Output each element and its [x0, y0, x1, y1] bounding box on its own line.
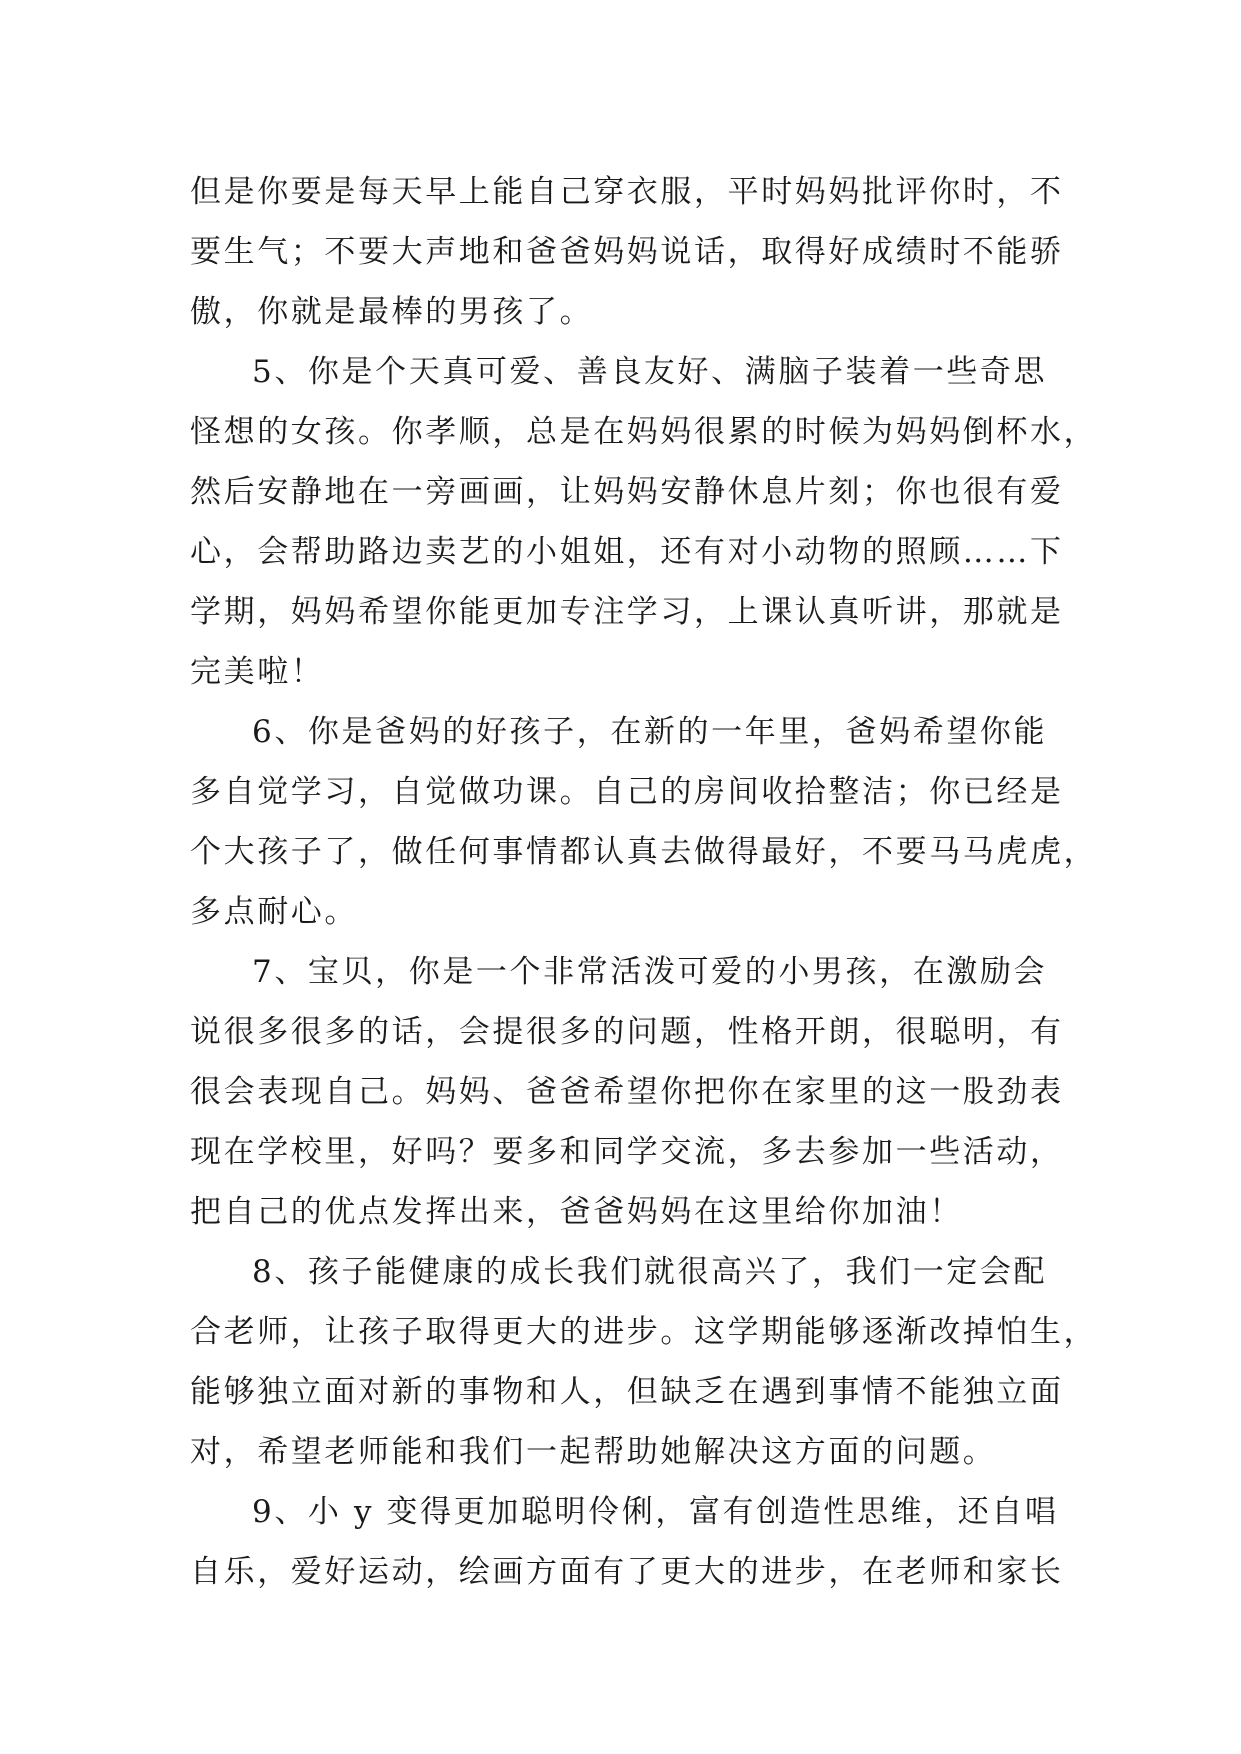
text-line: 对，希望老师能和我们一起帮助她解决这方面的问题。 — [190, 1434, 997, 1470]
text-line: 自乐，爱好运动，绘画方面有了更大的进步，在老师和家长 — [190, 1554, 1064, 1590]
text-line: 要生气；不要大声地和爸爸妈妈说话，取得好成绩时不能骄 — [190, 234, 1064, 270]
text-line: 傲，你就是最棒的男孩了。 — [190, 294, 594, 330]
text-line: 9、小 y 变得更加聪明伶俐，富有创造性思维，还自唱 — [252, 1494, 1059, 1530]
text-line: 心，会帮助路边卖艺的小姐姐，还有对小动物的照顾……下 — [190, 534, 1064, 570]
text-line: 说很多很多的话，会提很多的问题，性格开朗，很聪明，有 — [190, 1014, 1064, 1050]
text-line: 把自己的优点发挥出来，爸爸妈妈在这里给你加油！ — [190, 1194, 963, 1230]
paragraph-5 — [190, 342, 1098, 702]
text-line: 7、宝贝，你是一个非常活泼可爱的小男孩，在激励会 — [252, 954, 1048, 990]
text-line: 多自觉学习，自觉做功课。自己的房间收拾整洁；你已经是 — [190, 774, 1064, 810]
document-body — [190, 162, 1098, 1602]
text-line: 多点耐心。 — [190, 894, 358, 930]
paragraph-6 — [190, 702, 1098, 942]
text-line: 5、你是个天真可爱、善良友好、满脑子装着一些奇思 — [252, 354, 1048, 390]
text-line: 但是你要是每天早上能自己穿衣服，平时妈妈批评你时，不 — [190, 174, 1064, 210]
text-line: 8、孩子能健康的成长我们就很高兴了，我们一定会配 — [252, 1254, 1048, 1290]
paragraph-9 — [190, 1482, 1064, 1602]
text-line: 怪想的女孩。你孝顺，总是在妈妈很累的时候为妈妈倒杯水， — [190, 414, 1098, 450]
text-line: 现在学校里，好吗？要多和同学交流，多去参加一些活动， — [190, 1134, 1064, 1170]
text-line: 然后安静地在一旁画画，让妈妈安静休息片刻；你也很有爱 — [190, 474, 1064, 510]
text-line: 合老师，让孩子取得更大的进步。这学期能够逐渐改掉怕生， — [190, 1314, 1098, 1350]
text-line: 学期，妈妈希望你能更加专注学习，上课认真听讲，那就是 — [190, 594, 1064, 630]
text-line: 能够独立面对新的事物和人，但缺乏在遇到事情不能独立面 — [190, 1374, 1064, 1410]
text-line: 完美啦！ — [190, 654, 325, 690]
paragraph-7 — [190, 942, 1064, 1242]
text-line: 个大孩子了，做任何事情都认真去做得最好，不要马马虎虎， — [190, 834, 1098, 870]
paragraph-8 — [190, 1242, 1098, 1482]
text-line: 6、你是爸妈的好孩子，在新的一年里，爸妈希望你能 — [252, 714, 1048, 750]
paragraph-4-continued — [190, 162, 1064, 342]
text-line: 很会表现自己。妈妈、爸爸希望你把你在家里的这一股劲表 — [190, 1074, 1064, 1110]
